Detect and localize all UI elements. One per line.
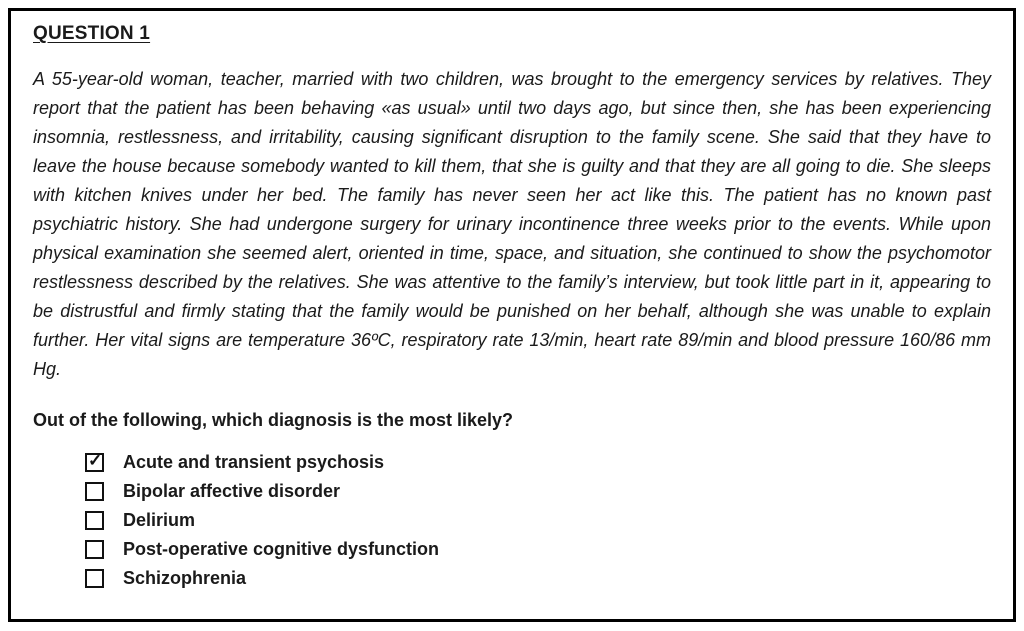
question-stem: Out of the following, which diagnosis is the most likely? [33,410,514,430]
checkbox-icon[interactable] [85,453,104,472]
checkbox-icon[interactable] [85,569,104,588]
answer-option-label: Bipolar affective disorder [123,481,341,501]
checkbox-icon[interactable] [85,511,104,530]
question-frame [8,8,1016,622]
answer-option-label: Post-operative cognitive dysfunction [123,539,440,559]
question-title: QUESTION 1 [33,23,151,44]
answer-option[interactable] [85,564,991,593]
answer-option[interactable] [85,506,991,535]
answer-option-label: Acute and transient psychosis [123,452,385,472]
answer-option-label: Schizophrenia [123,568,247,588]
answer-option[interactable] [85,477,991,506]
checkbox-icon[interactable] [85,482,104,501]
options-list [85,448,991,593]
answer-option[interactable] [85,535,991,564]
answer-option-label: Delirium [123,510,196,530]
check-mark-icon: ✓ [88,451,103,470]
checkbox-icon[interactable] [85,540,104,559]
case-vignette: A 55-year-old woman, teacher, married with two children, was brought to the emergency services by relatives. They report that the patient has been behaving «as usual» until two days ago, but since then, she has been experiencing insomnia, restlessness, and irritability, causing significant disruption to the family scene. She said that they have to leave the house because somebody wanted to kill them, that she is guilty and that they are all going to die. She sleeps with kitchen knives under her bed. The family has never seen her act like this. The patient has no known past psychiatric history. She had undergone surgery for urinary incontinence three weeks prior to the events. While upon physical examination she seemed alert, oriented in time, space, and situation, she continued to show the psychomotor restlessness described by the relatives. She was attentive to the family’s interview, but took little part in it, appearing to be distrustful and firmly stating that the family would be punished on her behalf, although she was unable to explain further. Her vital signs are temperature 36ºC, respiratory rate 13/min, heart rate 89/min and blood pressure 160/86 mm Hg. [33,69,991,379]
answer-option[interactable] [85,448,991,477]
